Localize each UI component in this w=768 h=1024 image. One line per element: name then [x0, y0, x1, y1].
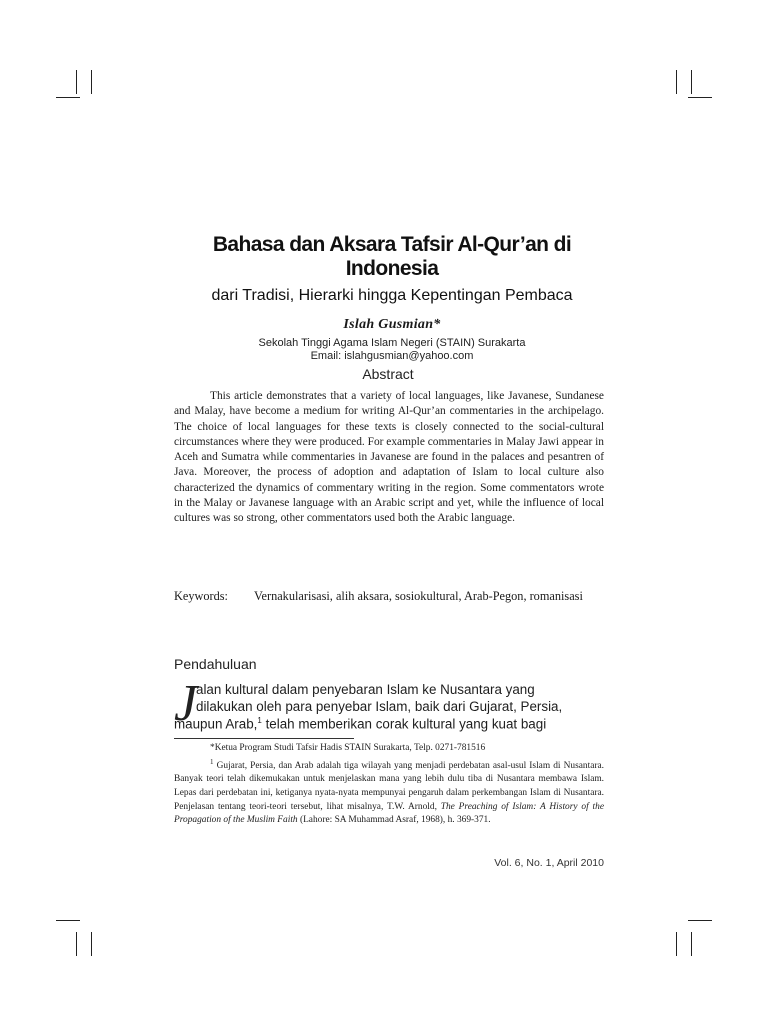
keywords	[174, 586, 604, 606]
title-block	[172, 233, 612, 362]
crop-mark-bottom-left	[76, 932, 77, 956]
crop-mark-top-right	[676, 70, 677, 94]
crop-mark-bottom-left	[56, 920, 80, 921]
crop-mark-bottom-left	[91, 932, 92, 956]
footnote-author: *Ketua Program Studi Tafsir Hadis STAIN Surakarta, Telp. 0271-781516	[210, 743, 486, 753]
crop-mark-top-left	[76, 70, 77, 94]
author-name: Islah Gusmian*	[343, 317, 441, 332]
footnote-1-marker: 1	[210, 757, 214, 766]
footnote-1-text-a: Gujarat, Persia, dan Arab adalah tiga wilayah yang menjadi perdebatan asal-usul Islam di Nusantara. Banyak teori telah dikemukakan untuk menjelaskan mana yang lebih dulu tiba di Nusantara membawa Islam. Lepas dari perdebatan ini, ketiganya nyata-nyata mempunyai pengaruh dalam perkembangan Islam di Nusantara. Penjelasan tentang teori-teori tersebut, lihat misalnya, T.W. Arnold,	[174, 760, 604, 812]
footnote-rule	[174, 738, 354, 739]
article-title: Bahasa dan Aksara Tafsir Al-Qur’an di Indonesia	[212, 233, 572, 280]
abstract-text: This article demonstrates that a variety of local languages, like Javanese, Sundanese and Malay, have become a medium for writing Al-Qur’an commentaries in the archipelago. The choice of local languages for these texts is closely connected to the social-cultural circumstances where they were produced. For example commentaries in Malay Jawi appear in Aceh and Sumatra while commentaries in Javanese are found in the palaces and pesantren of Java. Moreover, the process of adoption and adaptation of Islam to local culture also characterized the dynamics of commentary writing in the region. Some commentators wrote in the Malay or Javanese language with an Arabic script and yet, while the influence of local cultures was so strong, other commentators used both the Arabic language.	[174, 390, 604, 525]
author-email: Email: islahgusmian@yahoo.com	[310, 350, 474, 362]
body-line-2: dilakukan oleh para penyebar Islam, baik dari Gujarat, Persia,	[196, 699, 563, 714]
body-line-1: alan kultural dalam penyebaran Islam ke Nusantara yang	[196, 682, 535, 697]
body-line-3-end: telah memberikan corak kultural yang kuat bagi	[261, 716, 547, 732]
abstract-heading: Abstract	[362, 366, 414, 382]
drop-cap: J	[174, 675, 198, 732]
crop-mark-top-left	[91, 70, 92, 94]
body-line-3-start: maupun Arab,	[174, 716, 258, 732]
keywords-text: Vernakularisasi, alih aksara, sosiokultural, Arab-Pegon, romanisasi	[254, 589, 583, 603]
body-paragraph	[174, 675, 604, 732]
crop-mark-bottom-right	[688, 920, 712, 921]
author-affiliation: Sekolah Tinggi Agama Islam Negeri (STAIN) Surakarta	[258, 337, 526, 349]
crop-mark-bottom-right	[691, 932, 692, 956]
footnote-ref-1[interactable]: 1	[257, 716, 262, 725]
crop-mark-top-right	[688, 97, 712, 98]
footnote-1-text-b: (Lahore: SA Muhammad Asraf, 1968), h. 369-371.	[297, 815, 491, 826]
footnote-1-book-title: The Preaching of Islam: A History of the Propagation of the Muslim Faith	[174, 801, 604, 826]
crop-mark-top-right	[691, 70, 692, 94]
body-line-3	[174, 716, 546, 731]
page-folio: Vol. 6, No. 1, April 2010	[494, 857, 604, 869]
footnotes	[174, 742, 604, 828]
crop-mark-bottom-right	[676, 932, 677, 956]
footnote-1	[174, 756, 604, 828]
section-heading: Pendahuluan	[174, 656, 257, 672]
keywords-label: Keywords:	[174, 589, 228, 603]
crop-mark-top-left	[56, 97, 80, 98]
article-subtitle: dari Tradisi, Hierarki hingga Kepentingan Pembaca	[211, 287, 573, 304]
